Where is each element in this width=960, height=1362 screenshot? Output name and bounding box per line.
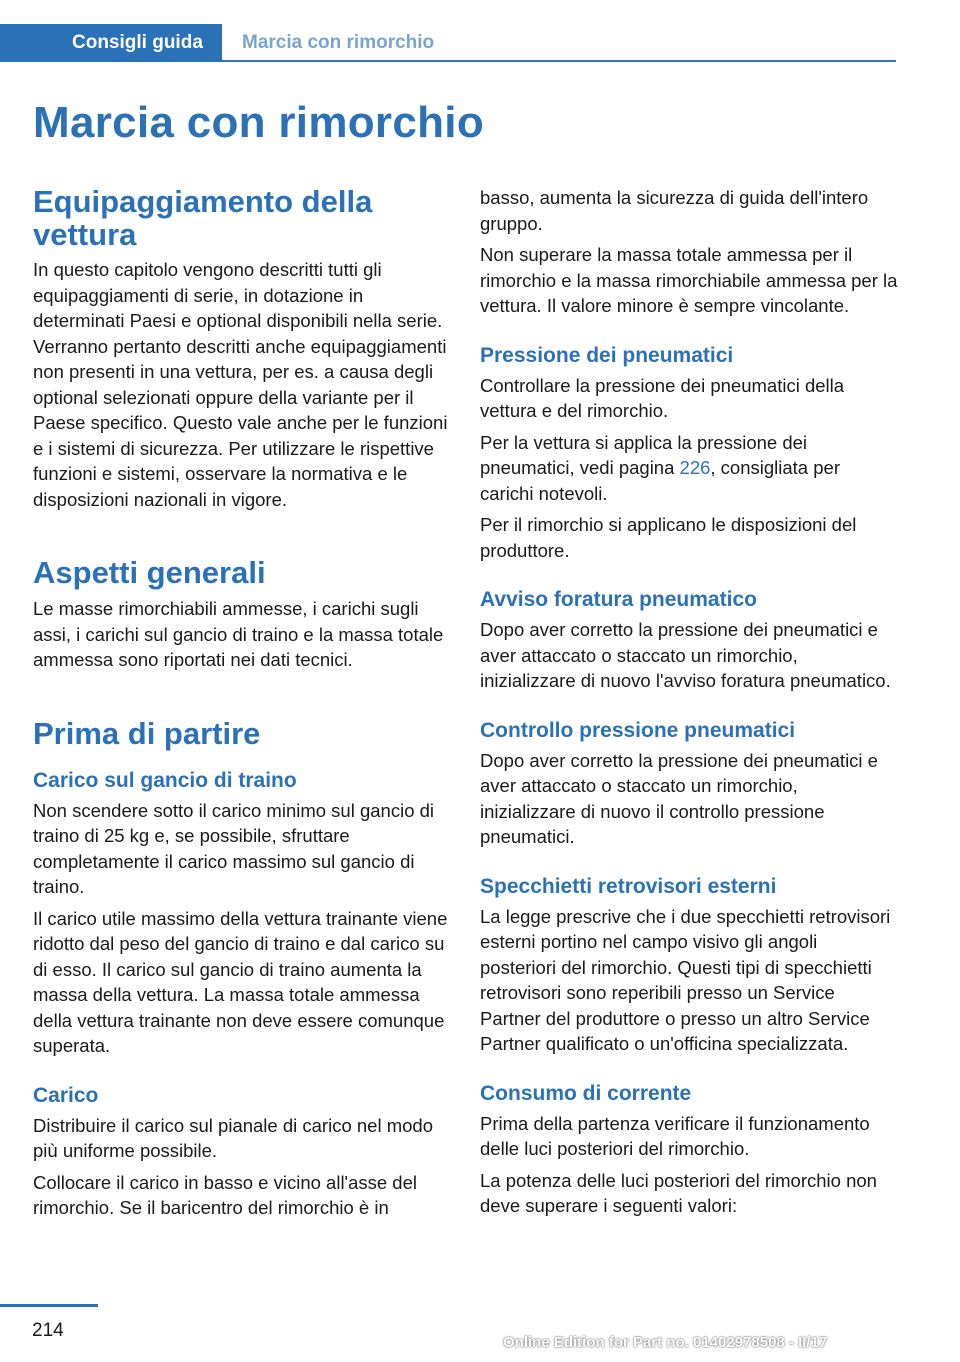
heading-consumo-corrente: Consumo di corrente — [480, 1081, 692, 1105]
paragraph-continued-1: basso, aumenta la sicurezza di guida dell'intero gruppo. — [480, 187, 869, 234]
heading-pressione-pneumatici: Pressione dei pneumatici — [480, 343, 734, 367]
header-divider — [0, 60, 896, 62]
paragraph-continued-2: Non superare la massa totale ammessa per il rimorchio e la massa rimorchiabile ammessa per la vettura. Il valore minore è sempre vincolante. — [480, 244, 898, 316]
paragraph-pressione-2-text-a: Per la vettura si applica la pressione dei pneumatici, vedi pagina — [480, 431, 808, 478]
page-number: 214 — [32, 1320, 64, 1341]
heading-equipaggiamento: Equipaggiamento della vettura — [33, 184, 373, 252]
paragraph-controllo-pressione: Dopo aver corretto la pressione dei pneumatici e aver attaccato o staccato un rimorchio, inizializzare di nuovo il controllo pressione pneumatici. — [480, 749, 878, 847]
paragraph-carico-2: Collocare il carico in basso e vicino all'asse del rimorchio. Se il baricentro del rimorchio è in — [33, 1171, 417, 1218]
heading-controllo-pressione: Controllo pressione pneumatici — [480, 718, 796, 742]
paragraph-consumo-1: Prima della partenza verificare il funzionamento delle luci posteriori del rimorchio. — [480, 1112, 870, 1159]
paragraph-carico-1: Distribuire il carico sul pianale di carico nel modo più uniforme possibile. — [33, 1114, 433, 1161]
page-title: Marcia con rimorchio — [33, 98, 485, 147]
paragraph-carico-gancio-2: Il carico utile massimo della vettura trainante viene ridotto dal peso del gancio di traino e dal carico su di esso. Il carico sul gancio di traino aumenta la massa della vettura. La massa totale ammessa della vettura trainante non deve essere comunque superata. — [33, 907, 448, 1056]
paragraph-carico-gancio-1: Non scendere sotto il carico minimo sul gancio di traino di 25 kg e, se possibile, sfruttare completamente il carico massimo sul gancio di traino. — [33, 799, 435, 897]
edition-watermark: Online Edition for Part no. 01402978508 - II/17 — [503, 1334, 828, 1351]
section-tab-consigli-guida[interactable]: Consigli guida — [0, 24, 222, 62]
heading-avviso-foratura: Avviso foratura pneumatico — [480, 588, 757, 611]
page-header — [0, 24, 896, 64]
left-column — [33, 185, 451, 1221]
paragraph-consumo-2: La potenza delle luci posteriori del rimorchio non deve superare i seguenti valori: — [480, 1169, 877, 1216]
paragraph-avviso-foratura: Dopo aver corretto la pressione dei pneumatici e aver attaccato o staccato un rimorchio, inizializzare di nuovo l'avviso foratura pneumatico. — [480, 619, 891, 691]
heading-prima-di-partire: Prima di partire — [33, 715, 261, 751]
right-column — [480, 185, 898, 1219]
footer-divider — [0, 1304, 98, 1307]
heading-carico: Carico — [33, 1083, 99, 1107]
paragraph-pressione-3: Per il rimorchio si applicano le disposizioni del produttore. — [480, 514, 857, 561]
heading-aspetti-generali: Aspetti generali — [33, 555, 266, 590]
heading-specchietti: Specchietti retrovisori esterni — [480, 874, 777, 898]
paragraph-specchietti: La legge prescrive che i due specchietti retrovisori esterni portino nel campo visivo gli angoli posteriori del rimorchio. Questi tipi di specchietti retrovisori sono reperibili presso un Service Partner del produttore o presso un altro Service Partner qualificato o un'officina specializzata. — [480, 905, 891, 1054]
paragraph-pressione-2 — [480, 430, 898, 507]
paragraph-equipaggiamento: In questo capitolo vengono descritti tutti gli equipaggiamenti di serie, in dotazione in determinati Paesi e optional disponibili nella serie. Verranno pertanto descritti anche equipaggiamenti non presenti in una vettura, per es. a causa degli optional selezionati oppure della variante per il Paese specifico. Questo vale anche per le funzioni e i sistemi di sicurezza. Per utilizzare le rispettive funzioni e sistemi, osservare la normativa e le disposizioni nazionali in vigore. — [33, 259, 448, 510]
paragraph-pressione-2-text-b: , consigliata per carichi notevoli. — [480, 457, 840, 504]
section-tab-marcia-con-rimorchio[interactable]: Marcia con rimorchio — [242, 32, 435, 53]
heading-carico-gancio: Carico sul gancio di traino — [33, 768, 297, 792]
page-link-226[interactable]: 226 — [679, 457, 711, 478]
paragraph-aspetti-generali: Le masse rimorchiabili ammesse, i carichi sugli assi, i carichi sul gancio di traino e la massa totale ammessa sono riportati nei dati tecnici. — [33, 598, 444, 670]
paragraph-pressione-1: Controllare la pressione dei pneumatici della vettura e del rimorchio. — [480, 374, 845, 421]
